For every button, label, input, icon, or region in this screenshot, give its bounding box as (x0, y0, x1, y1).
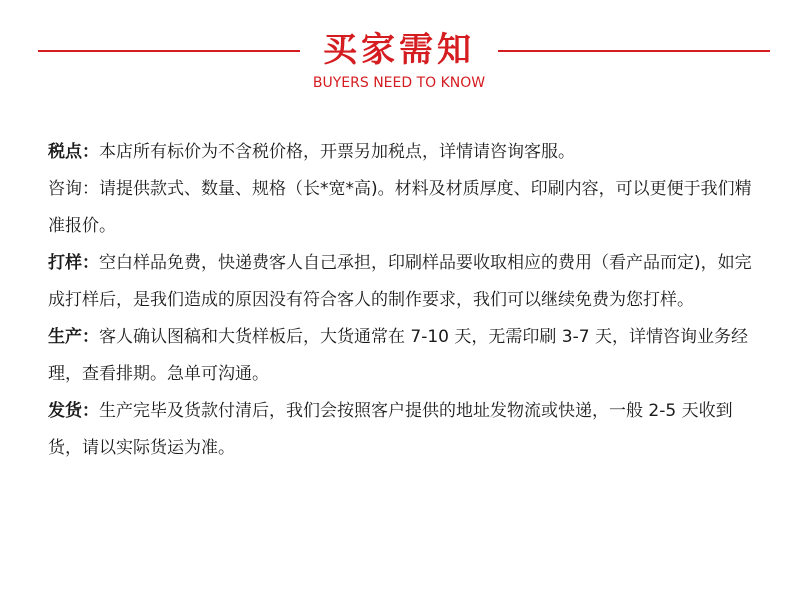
section-text: 空白样品免费，快递费客人自己承担，印刷样品要收取相应的费用（看产品而定)，如完成打样后，是我们造成的原因没有符合客人的制作要求，我们可以继续免费为您打样。 (48, 253, 752, 310)
section-label: 咨询： (48, 179, 99, 199)
page-subtitle: BUYERS NEED TO KNOW (312, 75, 486, 91)
section-shipping (48, 393, 758, 467)
section-label: 生产： (48, 327, 99, 347)
section-text: 生产完毕及货款付清后，我们会按照客户提供的地址发物流或快递，一般 2-5 天收到货，请以实际货运为准。 (48, 401, 733, 458)
section-inquiry (48, 171, 758, 245)
section-label: 税点： (48, 142, 99, 162)
title-block (300, 30, 498, 92)
section-sampling (48, 245, 758, 319)
header (0, 0, 800, 100)
page-title: 买家需知 (323, 30, 475, 70)
section-tax (48, 134, 758, 171)
title-divider-right (498, 50, 770, 52)
section-label: 打样： (48, 253, 99, 273)
section-label: 发货： (48, 401, 99, 421)
section-text: 客人确认图稿和大货样板后，大货通常在 7-10 天，无需印刷 3-7 天，详情咨询业务经理，查看排期。急单可沟通。 (48, 327, 748, 384)
notice-content (48, 134, 758, 467)
section-production (48, 319, 758, 393)
title-divider-left (38, 50, 300, 52)
section-text: 请提供款式、数量、规格（长*宽*高)。材料及材质厚度、印刷内容，可以更便于我们精准报价。 (48, 179, 752, 236)
section-text: 本店所有标价为不含税价格，开票另加税点，详情请咨询客服。 (99, 142, 575, 162)
